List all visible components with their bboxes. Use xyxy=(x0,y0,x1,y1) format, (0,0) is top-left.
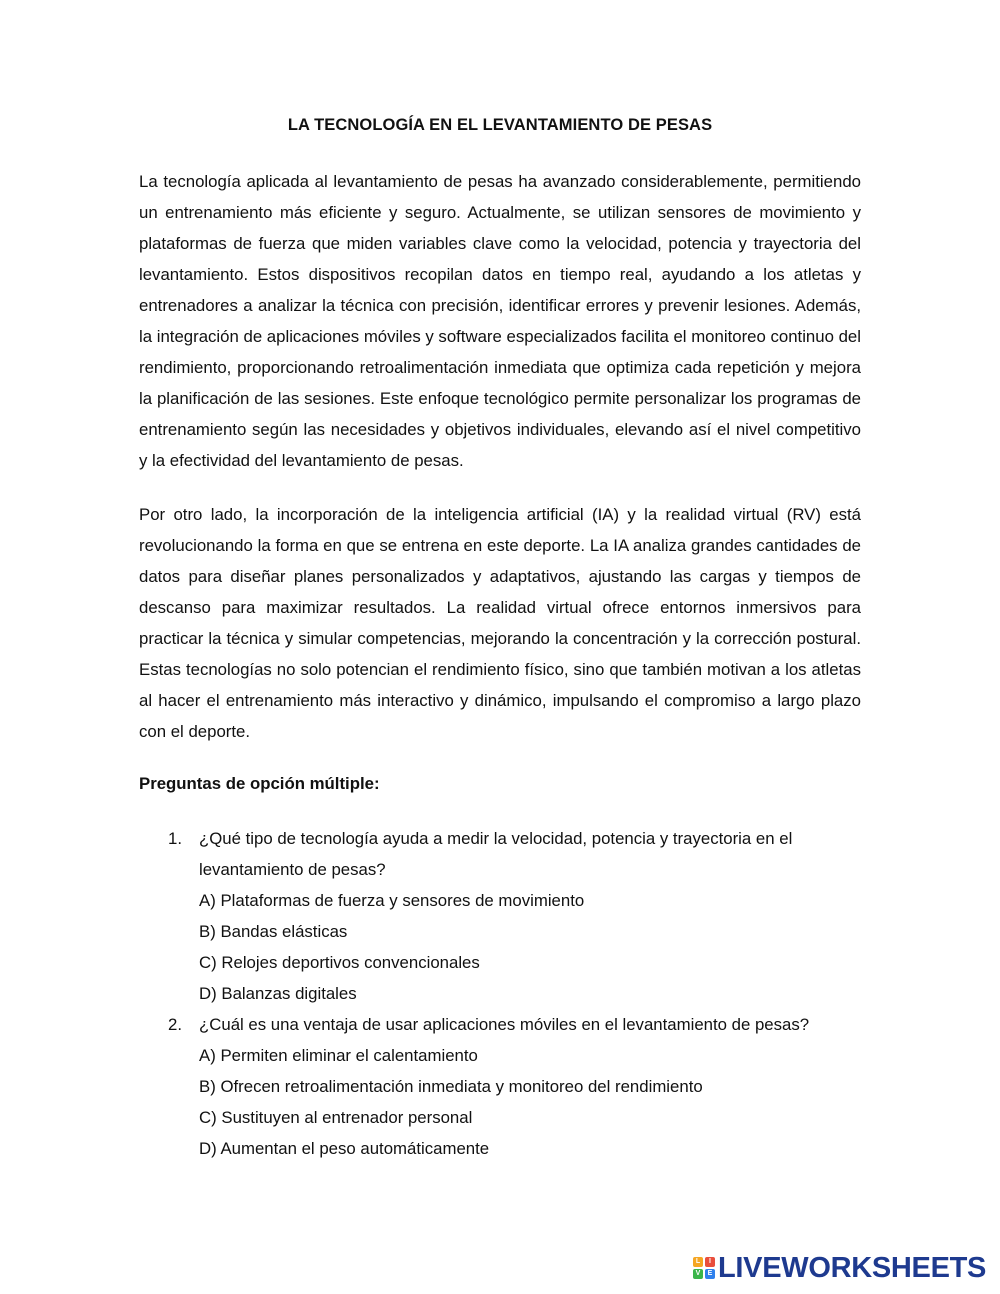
answer-option[interactable]: C) Relojes deportivos convencionales xyxy=(199,953,480,972)
logo-mark-tile: E xyxy=(705,1269,715,1279)
document-title: LA TECNOLOGÍA EN EL LEVANTAMIENTO DE PESAS xyxy=(287,116,713,134)
answer-option[interactable]: C) Sustituyen al entrenador personal xyxy=(199,1108,473,1127)
question-item-2 xyxy=(139,1009,861,1164)
logo-mark-tile: V xyxy=(693,1269,703,1279)
logo-mark-icon xyxy=(693,1257,715,1279)
question-text: ¿Cuál es una ventaja de usar aplicaciones móviles en el levantamiento de pesas? xyxy=(199,1015,810,1034)
question-number: 2. xyxy=(168,1015,182,1034)
answer-option[interactable]: B) Bandas elásticas xyxy=(199,922,348,941)
liveworksheets-logo[interactable] xyxy=(693,1252,986,1284)
paragraph-1: La tecnología aplicada al levantamiento de pesas ha avanzado considerablemente, permitiendo un entrenamiento más eficiente y seguro. Actualmente, se utilizan sensores de movimiento y plataformas de fuerza que miden variables clave como la velocidad, potencia y trayectoria del levantamiento. Estos dispositivos recopilan datos en tiempo real, ayudando a los atletas y entrenadores a analizar la técnica con precisión, identificar errores y prevenir lesiones. Además, la integración de aplicaciones móviles y software especializados facilita el monitoreo continuo del rendimiento, proporcionando retroalimentación inmediata que optimiza cada repetición y mejora la planificación de las sesiones. Este enfoque tecnológico permite personalizar los programas de entrenamiento según las necesidades y objetivos individuales, elevando así el nivel competitivo y la efectividad del levantamiento de pesas. xyxy=(139,172,861,470)
questions-heading: Preguntas de opción múltiple: xyxy=(139,774,380,793)
question-list xyxy=(139,823,861,1164)
question-item-1 xyxy=(139,823,861,1009)
answer-option[interactable]: B) Ofrecen retroalimentación inmediata y monitoreo del rendimiento xyxy=(199,1077,703,1096)
logo-mark-tile: L xyxy=(693,1257,703,1267)
logo-text: LIVEWORKSHEETS xyxy=(718,1251,987,1284)
answer-option[interactable]: A) Plataformas de fuerza y sensores de movimiento xyxy=(199,891,585,910)
question-number: 1. xyxy=(168,829,182,848)
paragraph-2: Por otro lado, la incorporación de la inteligencia artificial (IA) y la realidad virtual (RV) está revolucionando la forma en que se entrena en este deporte. La IA analiza grandes cantidades de datos para diseñar planes personalizados y adaptativos, ajustando las cargas y tiempos de descanso para maximizar resultados. La realidad virtual ofrece entornos inmersivos para practicar la técnica y simular competencias, mejorando la concentración y la corrección postural. Estas tecnologías no solo potencian el rendimiento físico, sino que también motivan a los atletas al hacer el entrenamiento más interactivo y dinámico, impulsando el compromiso a largo plazo con el deporte. xyxy=(139,505,861,741)
answer-option[interactable]: D) Aumentan el peso automáticamente xyxy=(199,1139,490,1158)
answer-option[interactable]: A) Permiten eliminar el calentamiento xyxy=(199,1046,478,1065)
question-text: ¿Qué tipo de tecnología ayuda a medir la velocidad, potencia y trayectoria en el levantamiento de pesas? xyxy=(199,829,793,879)
answer-option[interactable]: D) Balanzas digitales xyxy=(199,984,357,1003)
logo-mark-tile: I xyxy=(705,1257,715,1267)
